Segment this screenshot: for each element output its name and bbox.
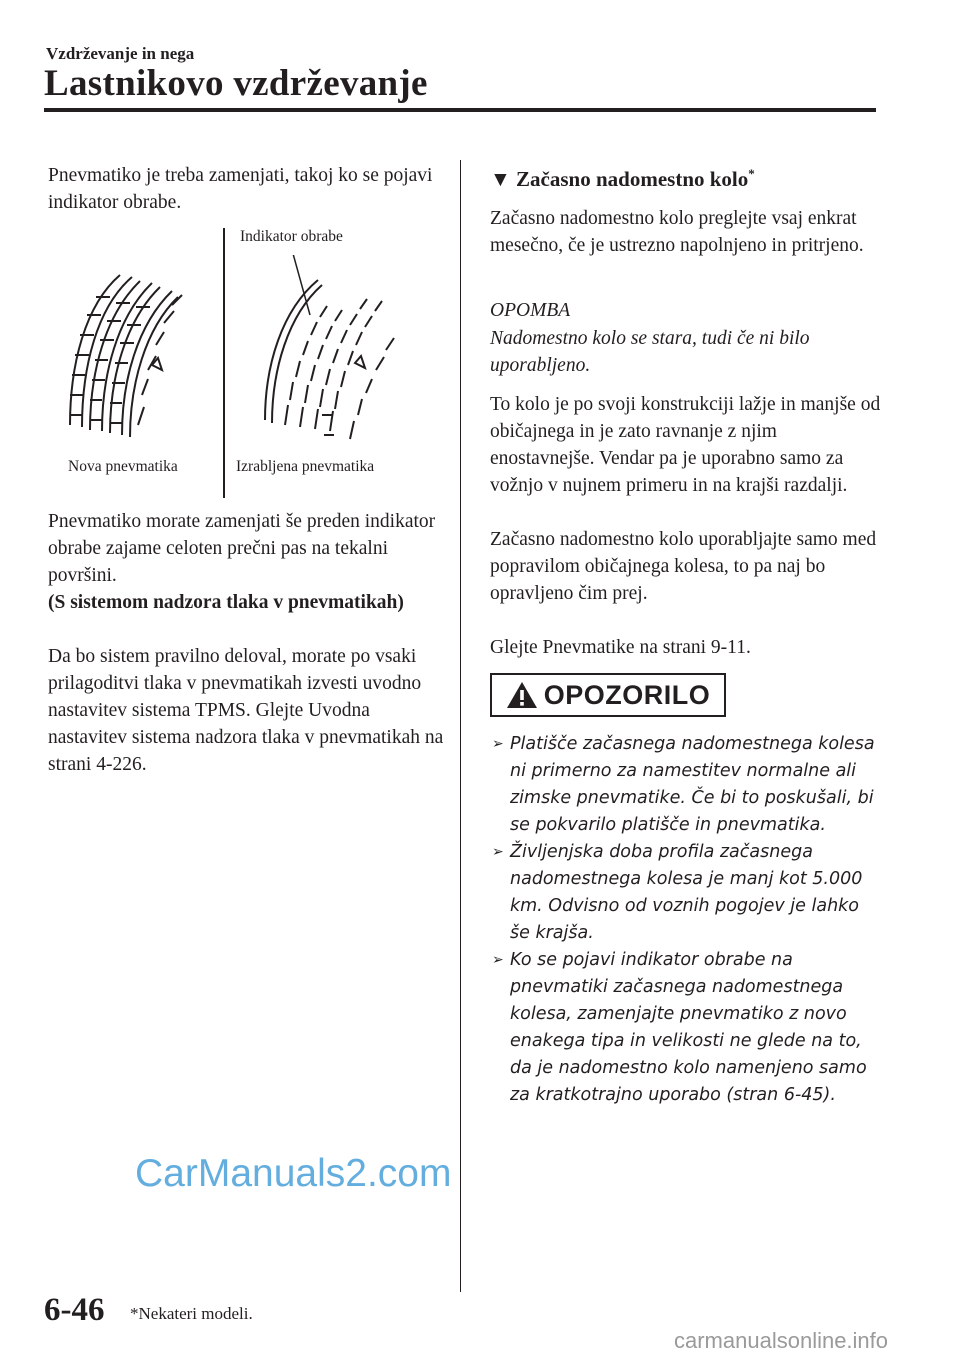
warning-list: [492, 731, 884, 1109]
list-item-text: Platišče začasnega nadomestnega kolesa ni primerno za namestitev normalne ali zimske pnevmatike. Če bi to poskušali, bi se pokvarilo platišče in pnevmatika.: [510, 734, 875, 835]
heading-triangle-icon: ▼: [490, 167, 511, 191]
list-item: [492, 947, 884, 1109]
list-item: [492, 731, 884, 839]
warning-box: [490, 673, 726, 717]
spare-check-paragraph: Začasno nadomestno kolo preglejte vsaj enkrat mesečno, če je ustrezno napolnjeno in pritrjeno.: [490, 208, 864, 256]
tire-tread-illustration: [60, 255, 440, 455]
bullet-arrow-icon: ➢: [492, 952, 504, 968]
note-title: OPOMBA: [490, 300, 571, 321]
spare-repair-paragraph: Začasno nadomestno kolo uporabljajte samo med popravilom običajnega kolesa, to pa naj bo opravljeno čim prej.: [490, 529, 877, 604]
worn-tire-tread: [265, 255, 394, 439]
tpms-heading: (S sistemom nadzora tlaka v pnevmatikah): [48, 592, 404, 613]
tpms-paragraph: Da bo sistem pravilno deloval, morate po vsaki prilagoditvi tlaka v pnevmatikah izvesti uvodno nastavitev sistema TPMS. Glejte Uvodna nastavitev sistema nadzora tlaka v pnevmatikah na strani 4-226.: [48, 646, 444, 775]
spare-wheel-heading-text: Začasno nadomestno kolo: [516, 167, 749, 191]
page-number: 6-46: [44, 1292, 105, 1328]
watermark: CarManuals2.com: [135, 1152, 452, 1195]
header-rule: [44, 108, 876, 112]
wear-indicator-label: Indikator obrabe: [240, 228, 343, 245]
spare-wheel-heading: [490, 166, 755, 192]
tires-reference: Glejte Pnevmatike na strani 9-11.: [490, 637, 751, 658]
footnote: *Nekateri modeli.: [130, 1304, 253, 1323]
warning-icon: [506, 681, 538, 709]
bullet-arrow-icon: ➢: [492, 736, 504, 752]
column-divider: [460, 160, 461, 1292]
note-text: Nadomestno kolo se stara, tudi če ni bilo uporabljeno.: [490, 328, 810, 376]
intro-paragraph: Pnevmatiko je treba zamenjati, takoj ko se pojavi indikator obrabe.: [48, 165, 433, 213]
new-tire-label: Nova pnevmatika: [68, 458, 178, 475]
section-subtitle: Vzdrževanje in nega: [46, 44, 195, 63]
bullet-arrow-icon: ➢: [492, 844, 504, 860]
new-tire-tread: [70, 275, 182, 437]
worn-tire-label: Izrabljena pnevmatika: [236, 458, 375, 475]
spare-usage-paragraph: To kolo je po svoji konstrukciji lažje in manjše od običajnega in je zato ravnanje z njim enostavnejše. Vendar pa je uporabno samo za vožnjo v nujnem primeru in na krajši razdalji.: [490, 394, 881, 496]
heading-footnote-mark: *: [748, 166, 755, 181]
list-item-text: Ko se pojavi indikator obrabe na pnevmatiki začasnega nadomestnega kolesa, zamenjajte pnevmatiko z novo enakega tipa in velikosti ne glede na to, da je nadomestno kolo namenjeno samo za kratkotrajno uporabo (stran 6-45).: [510, 950, 867, 1105]
warning-label: OPOZORILO: [543, 679, 711, 710]
list-item: [492, 839, 884, 947]
replace-paragraph: Pnevmatiko morate zamenjati še preden indikator obrabe zajame celoten prečni pas na tekalni površini.: [48, 511, 436, 586]
footer-site: carmanualsonline.info: [674, 1328, 889, 1353]
page-title: Lastnikovo vzdrževanje: [44, 63, 428, 104]
list-item-text: Življenjska doba profila začasnega nadomestnega kolesa je manj kot 5.000 km. Odvisno od voznih pogojev je lahko še krajša.: [510, 842, 863, 943]
